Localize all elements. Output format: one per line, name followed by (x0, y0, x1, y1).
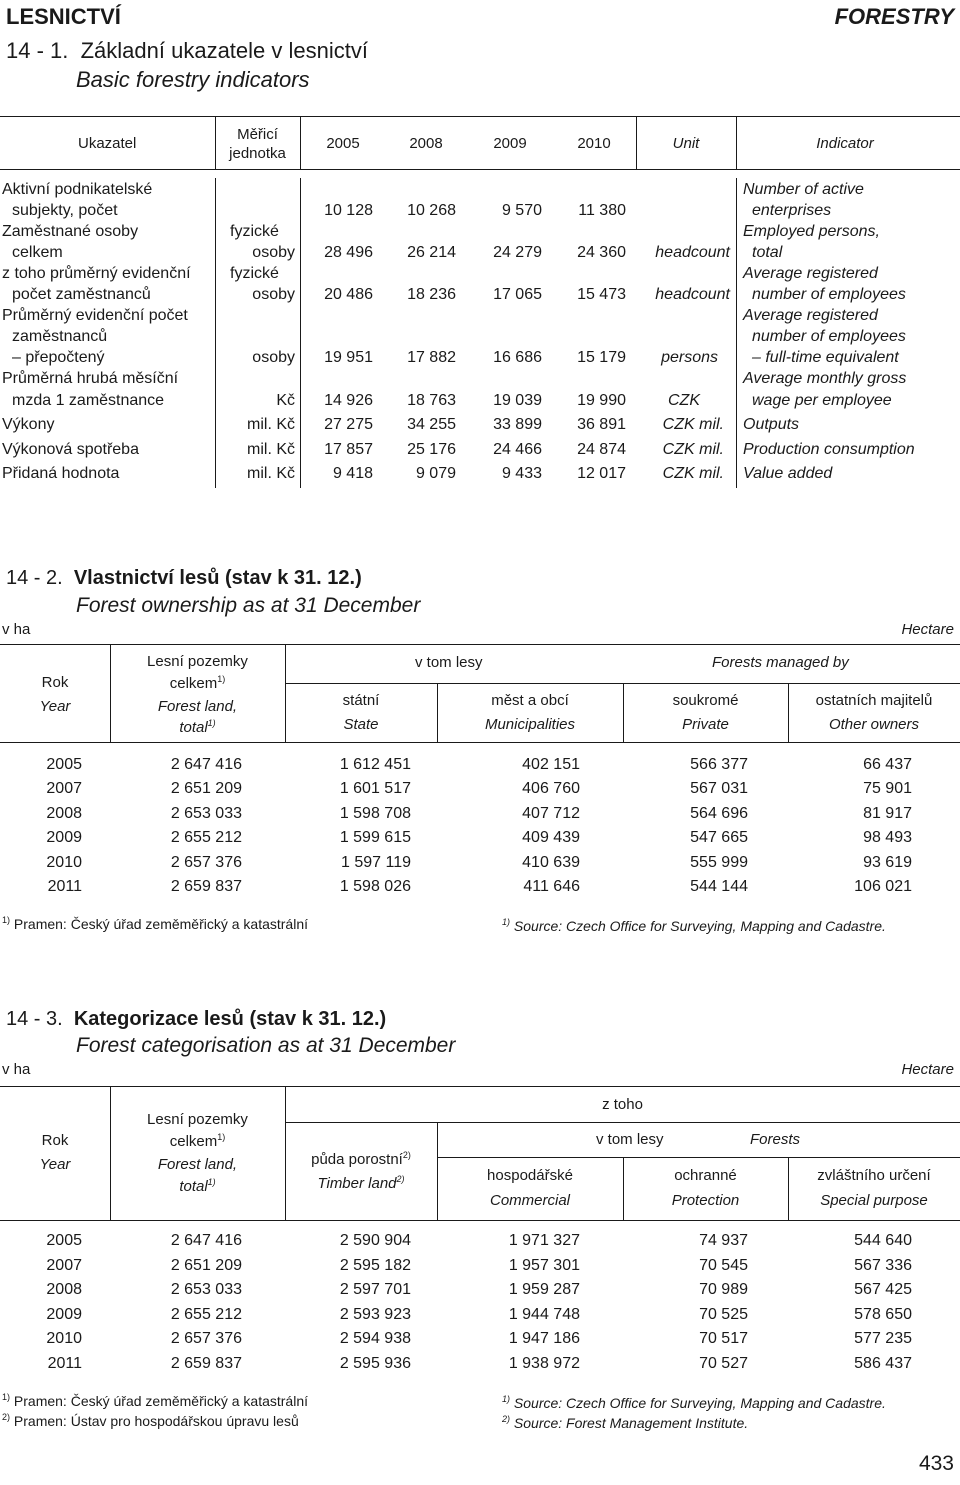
t3-value-cell: 1 959 287 (508, 1281, 580, 1298)
t2-value-cell: 411 646 (523, 878, 580, 895)
t1-row-label-en: Value added (743, 465, 833, 482)
table-3-number: 14 - 3. (6, 1008, 63, 1030)
section-title-en: FORESTRY (834, 4, 954, 29)
table-3-header-rule (0, 1220, 960, 1221)
footnote-mark: 2) (396, 1174, 405, 1184)
t2-value-cell: 2 647 416 (170, 756, 242, 773)
t3-col-en: Commercial (489, 1192, 570, 1209)
t1-row-label: zaměstnanců (12, 328, 108, 345)
t2-col-en: Private (682, 716, 729, 733)
t3-value-cell: 2 595 936 (339, 1354, 411, 1372)
footnote-mark: 1) (2, 915, 11, 925)
t1-unit-cs: fyzické (230, 265, 279, 282)
t2-col-en: Municipalities (484, 716, 576, 733)
t1-cell: 19 990 (577, 392, 626, 409)
footnote-mark: 1) (2, 1392, 11, 1402)
t2-value-cell: 1 598 708 (339, 804, 411, 822)
t1-cell: 19 951 (324, 349, 373, 366)
t1-unit-en: CZK mil. (662, 416, 724, 433)
t1-row-label-en: Average registered (743, 307, 878, 324)
t1-row-label-en: number of employees (752, 328, 906, 345)
t1-header-divider (300, 116, 301, 169)
t3-header-group-en: Forests (750, 1131, 801, 1148)
t1-body-divider (300, 178, 301, 488)
t1-unit-en: headcount (655, 286, 730, 303)
t1-cell: 9 570 (501, 202, 542, 219)
t1-unit-cs: mil. Kč (247, 465, 295, 482)
t3-header-group-cs: v tom lesy (596, 1131, 664, 1148)
t3-value-cell: 578 650 (854, 1305, 912, 1323)
t3-year-cell: 2009 (46, 1305, 82, 1323)
t1-cell: 16 686 (493, 349, 542, 366)
t2-header-land-en-2-text: total (179, 719, 208, 736)
footnote-mark: 1) (502, 917, 511, 927)
table-3-unit-cs: v ha (2, 1061, 31, 1078)
t1-row-label-en: wage per employee (752, 392, 892, 409)
t3-header-year-en: Year (39, 1156, 71, 1173)
table-3-title-en: Forest categorisation as at 31 December (76, 1034, 456, 1057)
t2-value-cell: 555 999 (690, 853, 748, 871)
t1-row-label-en: Number of active (743, 181, 864, 198)
t1-cell: 24 279 (493, 244, 542, 261)
t3-col-cs: ochranné (674, 1167, 737, 1184)
t1-cell: 18 763 (407, 392, 456, 409)
t1-unit-cs: fyzické (230, 223, 279, 240)
t1-cell: 17 882 (407, 349, 456, 366)
t1-cell: 20 486 (324, 286, 373, 303)
t2-year-cell: 2010 (46, 853, 82, 871)
footnote-mark: 2) (402, 1150, 411, 1160)
t2-header-year-en: Year (39, 698, 71, 715)
t1-unit-en: CZK mil. (662, 465, 724, 482)
t1-header-year: 2009 (493, 135, 527, 152)
t2-value-cell: 1 598 026 (339, 878, 411, 895)
table-2-unit-en: Hectare (901, 621, 954, 638)
table-3-subgroup-rule (285, 1122, 960, 1123)
t1-row-label: – přepočtený (12, 349, 105, 366)
t1-cell: 34 255 (407, 416, 456, 433)
t2-value-cell: 75 901 (863, 780, 912, 798)
t1-cell: 28 496 (324, 244, 373, 261)
t3-header-timber-cs-text: půda porostní (311, 1151, 403, 1168)
t1-row-label: z toho průměrný evidenční (2, 265, 191, 282)
t1-header-indicator-cs: Ukazatel (78, 135, 137, 152)
t2-value-cell: 1 599 615 (339, 829, 411, 847)
t1-unit-cs: osoby (252, 349, 295, 366)
t2-header-land-cs-1: Lesní pozemky (147, 653, 248, 670)
t3-year-cell: 2005 (46, 1232, 82, 1249)
t2-footnote-en-text: Source: Czech Office for Surveying, Mapping and Cadastre. (513, 918, 886, 934)
table-1-header-rule (0, 169, 960, 170)
t1-row-label: Aktivní podnikatelské (2, 181, 153, 198)
t3-value-cell: 1 938 972 (508, 1354, 580, 1372)
t2-header-land-en-2 (110, 718, 285, 736)
t3-value-cell: 567 425 (854, 1281, 912, 1298)
t2-value-cell: 409 439 (522, 829, 580, 847)
t3-header-year-cs: Rok (41, 1132, 69, 1149)
t3-footnote-cs (2, 1412, 299, 1429)
t3-footnote-en-text: Source: Forest Management Institute. (513, 1415, 749, 1431)
footnote-mark: 1) (217, 1132, 226, 1142)
t2-value-cell: 564 696 (690, 804, 748, 822)
t1-cell: 24 874 (577, 441, 626, 458)
t1-row-label-en: Average monthly gross (743, 370, 907, 387)
t1-row-label-en: Production consumption (743, 441, 915, 458)
t2-header-group-en: Forests managed by (712, 654, 849, 671)
t3-footnote-en (502, 1414, 748, 1431)
t1-row-label: celkem (12, 244, 63, 261)
t3-value-cell: 1 947 186 (508, 1330, 580, 1347)
t3-header-of-which: z toho (602, 1096, 643, 1113)
t3-value-cell: 70 545 (699, 1256, 748, 1274)
t2-value-cell: 1 612 451 (339, 756, 411, 773)
t1-cell: 27 275 (324, 416, 373, 433)
t1-cell: 17 065 (493, 286, 542, 303)
t2-value-cell: 1 597 119 (341, 853, 411, 871)
t2-value-cell: 410 639 (522, 853, 580, 871)
t3-value-cell: 2 597 701 (339, 1281, 411, 1298)
t3-header-land-cs-2 (110, 1132, 285, 1150)
t2-footnote-en (502, 917, 886, 934)
t2-value-cell: 2 657 376 (170, 853, 242, 871)
t3-footnote-cs-text: Pramen: Ústav pro hospodářskou úpravu lesů (13, 1413, 299, 1429)
t2-col-cs: měst a obcí (491, 692, 569, 709)
table-2-unit-cs: v ha (2, 621, 31, 638)
t3-footnote-cs (2, 1392, 308, 1409)
t2-value-cell: 2 659 837 (170, 878, 242, 895)
table-1-title-en: Basic forestry indicators (76, 67, 310, 92)
t1-cell: 12 017 (577, 465, 626, 482)
t1-cell: 15 473 (577, 286, 626, 303)
t3-col-en: Protection (671, 1192, 740, 1209)
t3-value-cell: 2 651 209 (170, 1256, 242, 1274)
t1-cell: 14 926 (324, 392, 373, 409)
t2-value-cell: 1 601 517 (339, 780, 411, 798)
t1-row-label: Průměrný evidenční počet (2, 307, 188, 324)
t1-unit-en: CZK (668, 392, 700, 409)
t2-value-cell: 2 653 033 (170, 804, 242, 822)
t2-year-cell: 2009 (46, 829, 82, 847)
t2-value-cell: 2 651 209 (170, 780, 242, 798)
t1-header-divider (215, 116, 216, 169)
t1-cell: 11 380 (578, 202, 626, 219)
t1-header-unit-cs-2: jednotka (229, 145, 286, 162)
t2-value-cell: 406 760 (522, 780, 580, 798)
table-2-header-rule (0, 742, 960, 743)
table-1-title-cs: Základní ukazatele v lesnictví (80, 38, 368, 63)
t3-header-timber-en-text: Timber land (317, 1175, 397, 1192)
t1-cell: 15 179 (577, 349, 626, 366)
t2-year-cell: 2007 (46, 780, 82, 798)
t2-header-group-cs: v tom lesy (415, 654, 483, 671)
t2-header-land-cs-2 (110, 674, 285, 692)
t2-value-cell: 407 712 (522, 804, 580, 822)
t2-year-cell: 2008 (46, 804, 82, 822)
t1-unit-cs: mil. Kč (247, 441, 295, 458)
t2-value-cell: 2 655 212 (170, 829, 242, 847)
footnote-mark: 1) (502, 1394, 511, 1404)
t1-unit-en: CZK mil. (662, 441, 724, 458)
t3-value-cell: 2 653 033 (170, 1281, 242, 1298)
t2-value-cell: 106 021 (854, 878, 912, 895)
t2-year-cell: 2005 (46, 756, 82, 773)
t1-row-label: mzda 1 zaměstnance (12, 392, 165, 409)
t3-value-cell: 70 527 (699, 1354, 748, 1372)
t3-col-cs: zvláštního určení (817, 1167, 931, 1184)
t3-value-cell: 2 655 212 (170, 1305, 242, 1323)
footnote-mark: 1) (207, 1177, 216, 1187)
t2-year-cell: 2011 (47, 878, 82, 895)
t3-year-cell: 2011 (47, 1354, 82, 1372)
t1-header-divider (636, 116, 637, 169)
table-3-top-rule (0, 1086, 960, 1087)
t2-footnote-cs (2, 915, 308, 932)
t1-row-label: Výkony (2, 416, 55, 433)
t3-value-cell: 70 525 (699, 1305, 748, 1323)
table-3-heading (6, 1008, 386, 1031)
t2-header-land-cs-2-text: celkem (169, 675, 218, 692)
t1-cell: 24 466 (493, 441, 542, 458)
footnote-mark: 1) (217, 674, 226, 684)
table-2-title-cs: Vlastnictví lesů (stav k 31. 12.) (73, 567, 362, 589)
t1-unit-cs: mil. Kč (247, 416, 295, 433)
t2-col-cs: soukromé (672, 692, 739, 709)
t3-value-cell: 70 517 (699, 1330, 748, 1347)
t1-cell: 25 176 (407, 441, 456, 458)
t1-row-label: počet zaměstnanců (12, 286, 151, 303)
table-3-group-rule (437, 1157, 960, 1158)
t1-row-label-en: enterprises (752, 202, 832, 219)
t1-unit-en: persons (661, 349, 718, 366)
t2-col-en: State (343, 716, 379, 733)
footnote-mark: 2) (2, 1412, 11, 1422)
t1-cell: 19 039 (493, 392, 542, 409)
t3-header-divider (110, 1086, 111, 1220)
t2-col-cs: státní (342, 692, 380, 709)
t3-value-cell: 567 336 (854, 1256, 912, 1274)
t2-value-cell: 93 619 (863, 853, 912, 871)
t3-value-cell: 2 595 182 (339, 1256, 411, 1274)
t1-header-year: 2005 (326, 135, 360, 152)
t3-header-land-cs-1: Lesní pozemky (147, 1111, 248, 1128)
t3-year-cell: 2008 (46, 1281, 82, 1298)
t3-value-cell: 586 437 (854, 1354, 912, 1372)
t1-row-label-en: – full-time equivalent (752, 349, 899, 366)
t3-header-land-en-1: Forest land, (157, 1156, 238, 1173)
t1-row-label-en: Employed persons, (743, 223, 880, 240)
t1-cell: 10 268 (407, 202, 456, 219)
t2-footnote-cs-text: Pramen: Český úřad zeměměřický a katastrální (13, 916, 309, 932)
t3-value-cell: 70 989 (699, 1281, 748, 1298)
section-title-cs: LESNICTVÍ (6, 4, 121, 29)
footnote-mark: 1) (207, 718, 216, 728)
t1-unit-cs: Kč (276, 392, 295, 409)
t3-value-cell: 577 235 (854, 1330, 912, 1347)
t3-col-en: Special purpose (820, 1192, 928, 1209)
t1-header-year: 2010 (577, 135, 611, 152)
t3-footnote-en (502, 1394, 886, 1411)
t2-value-cell: 402 151 (522, 756, 580, 773)
table-1-number: 14 - 1. (6, 38, 69, 63)
t1-header-year: 2008 (409, 135, 443, 152)
table-1-top-rule (0, 116, 960, 117)
table-2-number: 14 - 2. (6, 567, 63, 589)
t1-row-label: Přidaná hodnota (2, 465, 120, 482)
t2-value-cell: 81 917 (863, 804, 912, 822)
t3-year-cell: 2007 (46, 1256, 82, 1274)
t3-value-cell: 544 640 (854, 1232, 912, 1249)
t2-value-cell: 544 144 (690, 878, 748, 895)
footnote-mark: 2) (502, 1414, 511, 1424)
t2-header-year-cs: Rok (41, 674, 69, 691)
t1-row-label-en: total (752, 244, 783, 261)
t1-header-divider (736, 116, 737, 169)
t3-header-land-en-2 (110, 1177, 285, 1195)
table-1-heading (6, 38, 368, 64)
t1-cell: 26 214 (407, 244, 456, 261)
t1-row-label: Průměrná hrubá měsíční (2, 370, 179, 387)
t3-value-cell: 2 594 938 (339, 1330, 411, 1347)
t1-cell: 9 079 (415, 465, 456, 482)
t1-row-label-en: Average registered (743, 265, 878, 282)
t1-header-indicator-en: Indicator (816, 135, 874, 152)
t1-row-label: subjekty, počet (12, 202, 118, 219)
t1-cell: 36 891 (577, 416, 626, 433)
t1-row-label-en: Outputs (743, 416, 800, 433)
t3-value-cell: 2 659 837 (170, 1354, 242, 1372)
t3-header-timber-cs (285, 1150, 437, 1168)
t2-value-cell: 98 493 (863, 829, 912, 847)
t3-year-cell: 2010 (46, 1330, 82, 1347)
t2-value-cell: 567 031 (690, 780, 748, 798)
table-2-top-rule (0, 644, 960, 645)
t1-row-label: Výkonová spotřeba (2, 441, 139, 458)
table-2-title-en: Forest ownership as at 31 December (76, 594, 421, 617)
t2-value-cell: 66 437 (863, 756, 912, 773)
t1-header-unit-en: Unit (672, 135, 700, 152)
t1-unit-cs: osoby (252, 244, 295, 261)
t3-header-land-cs-2-text: celkem (169, 1133, 218, 1150)
t2-value-cell: 547 665 (690, 829, 748, 847)
t1-cell: 10 128 (324, 202, 373, 219)
t3-value-cell: 2 593 923 (339, 1305, 411, 1323)
t3-value-cell: 1 971 327 (508, 1232, 580, 1249)
t3-value-cell: 74 937 (699, 1232, 748, 1249)
t3-col-cs: hospodářské (487, 1167, 573, 1184)
t3-value-cell: 2 657 376 (170, 1330, 242, 1347)
t1-unit-en: headcount (655, 244, 730, 261)
t3-header-land-en-2-text: total (179, 1178, 208, 1195)
t1-cell: 9 418 (332, 465, 373, 482)
t2-header-land-en-1: Forest land, (157, 698, 238, 715)
t3-value-cell: 2 647 416 (170, 1232, 242, 1249)
t3-value-cell: 2 590 904 (339, 1232, 411, 1249)
t1-header-unit-cs-1: Měřicí (237, 126, 278, 143)
t2-value-cell: 566 377 (690, 756, 748, 773)
t3-value-cell: 1 944 748 (508, 1305, 580, 1323)
t3-footnote-en-text: Source: Czech Office for Surveying, Mapping and Cadastre. (513, 1395, 886, 1411)
table-2-heading (6, 567, 362, 590)
t3-footnote-cs-text: Pramen: Český úřad zeměměřický a katastrální (13, 1393, 309, 1409)
t2-col-en: Other owners (828, 716, 920, 733)
t1-row-label-en: number of employees (752, 286, 906, 303)
t1-row-label: Zaměstnané osoby (2, 223, 139, 240)
t1-body-divider (736, 178, 737, 488)
table-3-title-cs: Kategorizace lesů (stav k 31. 12.) (73, 1008, 387, 1030)
t1-cell: 17 857 (324, 441, 373, 458)
t3-value-cell: 1 957 301 (508, 1256, 580, 1274)
page-number: 433 (918, 1452, 954, 1475)
t1-cell: 33 899 (493, 416, 542, 433)
t1-unit-cs: osoby (252, 286, 295, 303)
t1-cell: 24 360 (577, 244, 626, 261)
t3-header-timber-en (285, 1174, 437, 1192)
t1-cell: 9 433 (501, 465, 542, 482)
t1-cell: 18 236 (407, 286, 456, 303)
table-3-unit-en: Hectare (901, 1061, 954, 1078)
t2-col-cs: ostatních majitelů (815, 692, 933, 709)
